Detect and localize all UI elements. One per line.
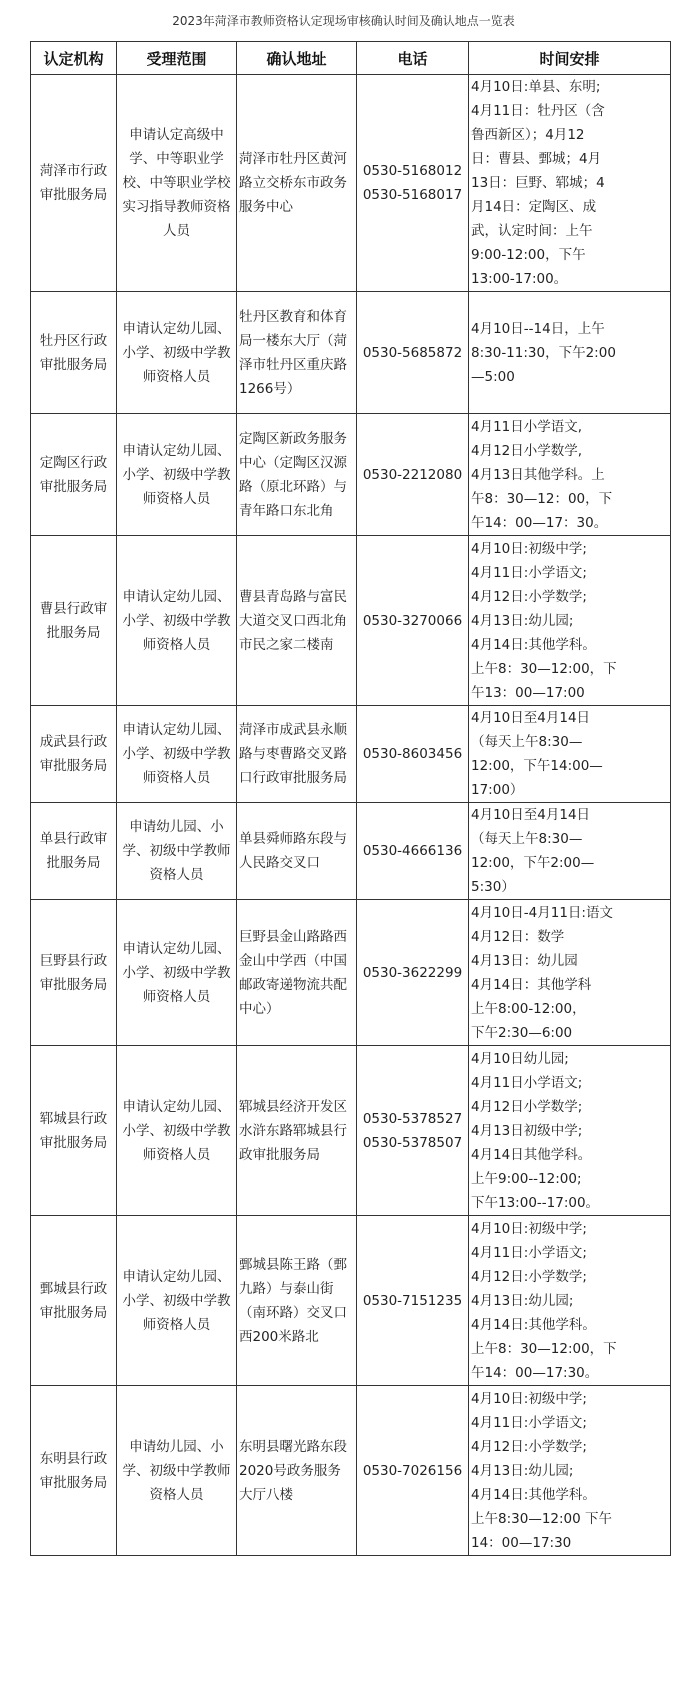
header-scope: 受理范围 bbox=[117, 42, 237, 75]
table-row bbox=[31, 900, 671, 1046]
address-line: 菏泽市成武县永顺 bbox=[239, 722, 347, 738]
schedule-line: 午14：00—17:30。 bbox=[471, 1364, 599, 1381]
address-cell bbox=[237, 900, 357, 1046]
address-cell bbox=[237, 1386, 357, 1556]
schedule-line: 14：00—17:30 bbox=[471, 1534, 572, 1551]
address-line: 牡丹区教育和体育 bbox=[239, 308, 347, 325]
scope-line: 师资格人员 bbox=[142, 368, 211, 385]
scope-cell bbox=[117, 900, 237, 1046]
schedule-line: 午13：00—17:00 bbox=[471, 684, 585, 701]
phone-line: 0530-5378527 bbox=[362, 1110, 463, 1127]
address-line: 泽市牡丹区重庆路 bbox=[239, 356, 347, 373]
schedule-line: 午14：00—17：30。 bbox=[471, 514, 608, 531]
scope-line: 师资格人员 bbox=[142, 636, 211, 653]
schedule-line: 13:00-17:00。 bbox=[471, 271, 568, 287]
address-line: 曹县青岛路与富民 bbox=[239, 588, 347, 605]
schedule-line: 12:00，下午14:00— bbox=[471, 758, 603, 774]
schedule-line: 午8：30—12：00，下 bbox=[471, 490, 613, 507]
phone-line: 0530-7151235 bbox=[362, 1292, 463, 1309]
scope-line: 人员 bbox=[163, 223, 190, 239]
org-cell bbox=[31, 1046, 117, 1216]
scope-line: 资格人员 bbox=[149, 867, 204, 883]
schedule-line: 4月13日:幼儿园; bbox=[471, 1292, 574, 1309]
schedule-line: 4月12日小学数学; bbox=[471, 1098, 583, 1115]
table-row bbox=[31, 1216, 671, 1386]
phone-cell bbox=[357, 414, 469, 536]
schedule-line: 4月13日其他学科。上 bbox=[471, 466, 605, 483]
table-row bbox=[31, 1046, 671, 1216]
org-cell bbox=[31, 292, 117, 414]
scope-line: 师资格人员 bbox=[142, 1146, 211, 1163]
header-address: 确认地址 bbox=[237, 42, 357, 75]
scope-line: 小学、初级中学教 bbox=[122, 612, 231, 629]
schedule-cell bbox=[469, 1046, 671, 1216]
scope-cell bbox=[117, 706, 237, 803]
schedule-line: 4月10日幼儿园; bbox=[471, 1050, 569, 1067]
address-line: 局一楼东大厅（菏 bbox=[239, 332, 347, 349]
schedule-line: 4月12日:小学数学; bbox=[471, 1268, 587, 1285]
org-line: 审批服务局 bbox=[39, 1134, 108, 1151]
address-line: 路立交桥东市政务 bbox=[239, 175, 347, 191]
address-line: 西200米路北 bbox=[239, 1328, 319, 1345]
schedule-line: 4月11日：牡丹区（含 bbox=[471, 103, 605, 119]
schedule-line: 17:00） bbox=[471, 782, 524, 798]
phone-line: 0530-2212080 bbox=[362, 466, 463, 483]
address-cell bbox=[237, 292, 357, 414]
address-cell bbox=[237, 706, 357, 803]
scope-line: 小学、初级中学教 bbox=[122, 1122, 231, 1139]
scope-line: 小学、初级中学教 bbox=[122, 964, 231, 981]
phone-line: 0530-3270066 bbox=[362, 612, 463, 629]
address-line: 水浒东路郓城县行 bbox=[239, 1122, 347, 1139]
header-phone: 电话 bbox=[357, 42, 469, 75]
table-row bbox=[31, 803, 671, 900]
scope-line: 师资格人员 bbox=[142, 988, 211, 1005]
schedule-cell bbox=[469, 414, 671, 536]
schedule-cell bbox=[469, 536, 671, 706]
phone-line: 0530-5378507 bbox=[362, 1134, 463, 1151]
org-cell bbox=[31, 900, 117, 1046]
schedule-line: 武，认定时间：上午 bbox=[471, 223, 593, 239]
schedule-line: 4月11日小学语文; bbox=[471, 1074, 583, 1091]
scope-cell bbox=[117, 1216, 237, 1386]
scope-line: 师资格人员 bbox=[142, 490, 211, 507]
schedule-line: 8:30-11:30，下午2:00 bbox=[471, 344, 616, 361]
schedule-line: 4月11日:小学语文; bbox=[471, 1414, 587, 1431]
phone-cell bbox=[357, 1046, 469, 1216]
address-line: 邮政寄递物流共配 bbox=[239, 976, 347, 993]
org-cell bbox=[31, 536, 117, 706]
schedule-line: 下午13:00--17:00。 bbox=[471, 1194, 600, 1211]
schedule-line: 4月12日小学数学, bbox=[471, 442, 583, 459]
address-line: 九路）与泰山街 bbox=[239, 1280, 334, 1297]
schedule-line: 4月14日:其他学科。 bbox=[471, 1486, 596, 1503]
org-line: 审批服务局 bbox=[39, 1474, 108, 1491]
schedule-cell bbox=[469, 803, 671, 900]
table-row bbox=[31, 536, 671, 706]
schedule-line: 上午8：30—12:00，下 bbox=[471, 660, 617, 677]
phone-line: 0530-4666136 bbox=[362, 843, 463, 859]
scope-cell bbox=[117, 1386, 237, 1556]
schedule-cell bbox=[469, 292, 671, 414]
schedule-line: 4月12日:小学数学; bbox=[471, 1438, 587, 1455]
org-line: 审批服务局 bbox=[39, 976, 108, 993]
address-line: 大厅八楼 bbox=[239, 1486, 293, 1503]
schedule-line: （每天上午8:30— bbox=[471, 831, 583, 847]
schedule-line: 9:00-12:00，下午 bbox=[471, 247, 586, 263]
org-cell bbox=[31, 1216, 117, 1386]
phone-cell bbox=[357, 536, 469, 706]
address-line: 服务中心 bbox=[239, 199, 293, 215]
table-row bbox=[31, 414, 671, 536]
address-line: 2020号政务服务 bbox=[239, 1462, 341, 1479]
address-line: 金山中学西（中国 bbox=[239, 952, 347, 969]
address-line: 菏泽市牡丹区黄河 bbox=[239, 151, 347, 167]
scope-line: 申请认定幼儿园、 bbox=[122, 442, 231, 459]
schedule-line: 月14日：定陶区、成 bbox=[471, 199, 597, 215]
schedule-line: 13日：巨野、郓城；4 bbox=[471, 175, 605, 191]
org-cell bbox=[31, 1386, 117, 1556]
schedule-line: 4月10日至4月14日 bbox=[471, 710, 591, 726]
org-line: 曹县行政审 bbox=[39, 600, 108, 617]
scope-line: 师资格人员 bbox=[142, 770, 211, 786]
org-line: 审批服务局 bbox=[39, 1304, 108, 1321]
org-cell bbox=[31, 803, 117, 900]
scope-cell bbox=[117, 803, 237, 900]
phone-line: 0530-5685872 bbox=[362, 344, 463, 361]
phone-line: 0530-8603456 bbox=[362, 746, 463, 762]
address-cell bbox=[237, 1046, 357, 1216]
schedule-cell bbox=[469, 1386, 671, 1556]
schedule-line: —5:00 bbox=[471, 368, 515, 385]
scope-line: 申请认定幼儿园、 bbox=[122, 588, 231, 605]
schedule-line: 4月11日:小学语文; bbox=[471, 564, 587, 581]
schedule-line: 4月11日:小学语文; bbox=[471, 1244, 587, 1261]
schedule-line: 上午9:00--12:00; bbox=[471, 1170, 582, 1187]
org-line: 审批服务局 bbox=[39, 187, 108, 203]
org-line: 鄄城县行政 bbox=[39, 1280, 108, 1297]
org-line: 巨野县行政 bbox=[39, 952, 108, 969]
schedule-line: （每天上午8:30— bbox=[471, 734, 583, 750]
schedule-line: 4月10日--14日，上午 bbox=[471, 320, 605, 337]
table-row bbox=[31, 75, 671, 292]
table-row bbox=[31, 292, 671, 414]
org-line: 菏泽市行政 bbox=[39, 163, 108, 179]
address-line: 定陶区新政务服务 bbox=[239, 430, 347, 447]
schedule-line: 下午2:30—6:00 bbox=[471, 1024, 573, 1041]
scope-line: 申请认定幼儿园、 bbox=[122, 1268, 231, 1285]
address-line: 口行政审批服务局 bbox=[239, 770, 347, 786]
address-line: 政审批服务局 bbox=[239, 1146, 320, 1163]
schedule-line: 4月11日小学语文, bbox=[471, 418, 583, 435]
table-body bbox=[31, 75, 671, 1556]
address-cell bbox=[237, 75, 357, 292]
address-line: 东明县曙光路东段 bbox=[239, 1438, 347, 1455]
org-line: 成武县行政 bbox=[39, 734, 108, 750]
address-cell bbox=[237, 414, 357, 536]
org-line: 郓城县行政 bbox=[39, 1110, 108, 1127]
schedule-line: 4月13日：幼儿园 bbox=[471, 952, 578, 969]
address-line: 大道交叉口西北角 bbox=[239, 612, 347, 629]
address-line: 青年路口东北角 bbox=[239, 502, 334, 519]
phone-line: 0530-3622299 bbox=[362, 964, 463, 981]
header-schedule: 时间安排 bbox=[469, 42, 671, 75]
phone-cell bbox=[357, 803, 469, 900]
org-line: 东明县行政 bbox=[39, 1450, 108, 1467]
phone-line: 0530-7026156 bbox=[362, 1462, 463, 1479]
scope-line: 学、中等职业学 bbox=[129, 151, 224, 167]
org-line: 批服务局 bbox=[46, 624, 101, 641]
schedule-line: 4月10日:初级中学; bbox=[471, 1390, 587, 1407]
schedule-line: 上午8:30—12:00 下午 bbox=[471, 1510, 613, 1527]
phone-cell bbox=[357, 900, 469, 1046]
org-line: 定陶区行政 bbox=[39, 454, 108, 471]
address-line: 巨野县金山路路西 bbox=[239, 928, 347, 945]
scope-line: 申请认定幼儿园、 bbox=[122, 940, 231, 957]
scope-line: 小学、初级中学教 bbox=[122, 746, 231, 762]
scope-line: 小学、初级中学教 bbox=[122, 466, 231, 483]
address-line: 单县舜师路东段与 bbox=[239, 831, 347, 847]
address-line: 郓城县经济开发区 bbox=[239, 1098, 347, 1115]
phone-cell bbox=[357, 75, 469, 292]
phone-cell bbox=[357, 1386, 469, 1556]
schedule-cell bbox=[469, 706, 671, 803]
schedule-line: 4月14日：其他学科 bbox=[471, 976, 592, 993]
org-cell bbox=[31, 414, 117, 536]
org-line: 单县行政审 bbox=[39, 831, 108, 847]
org-line: 审批服务局 bbox=[39, 356, 108, 373]
address-line: 路（原北环路）与 bbox=[239, 478, 347, 495]
phone-cell bbox=[357, 292, 469, 414]
schedule-line: 4月10日至4月14日 bbox=[471, 807, 591, 823]
table-row bbox=[31, 706, 671, 803]
scope-line: 申请幼儿园、小 bbox=[129, 819, 224, 835]
scope-line: 校、中等职业学校 bbox=[122, 175, 231, 191]
schedule-line: 4月14日:其他学科。 bbox=[471, 636, 596, 653]
scope-line: 资格人员 bbox=[149, 1486, 204, 1503]
scope-cell bbox=[117, 536, 237, 706]
address-line: 中心（定陶区汉源 bbox=[239, 454, 347, 471]
scope-line: 申请认定幼儿园、 bbox=[122, 1098, 231, 1115]
schedule-cell bbox=[469, 75, 671, 292]
scope-line: 师资格人员 bbox=[142, 1316, 211, 1333]
scope-cell bbox=[117, 1046, 237, 1216]
scope-line: 学、初级中学教师 bbox=[122, 843, 231, 859]
scope-cell bbox=[117, 414, 237, 536]
schedule-line: 5:30） bbox=[471, 879, 515, 895]
scope-cell bbox=[117, 75, 237, 292]
scope-line: 小学、初级中学教 bbox=[122, 344, 231, 361]
address-line: （南环路）交叉口 bbox=[239, 1304, 347, 1321]
table-title: 2023年菏泽市教师资格认定现场审核确认时间及确认地点一览表 bbox=[172, 14, 515, 28]
schedule-cell bbox=[469, 1216, 671, 1386]
org-cell bbox=[31, 75, 117, 292]
address-line: 鄄城县陈王路（鄄 bbox=[239, 1256, 347, 1273]
scope-line: 申请认定幼儿园、 bbox=[122, 722, 231, 738]
address-line: 市民之家二楼南 bbox=[239, 636, 334, 653]
schedule-line: 4月13日:幼儿园; bbox=[471, 1462, 574, 1479]
header-org: 认定机构 bbox=[31, 42, 117, 75]
schedule-cell bbox=[469, 900, 671, 1046]
schedule-line: 上午8：30—12:00，下 bbox=[471, 1340, 617, 1357]
scope-line: 实习指导教师资格 bbox=[122, 199, 231, 215]
org-line: 审批服务局 bbox=[39, 478, 108, 495]
schedule-line: 鲁西新区）；4月12 bbox=[471, 127, 585, 143]
schedule-line: 4月13日初级中学; bbox=[471, 1122, 583, 1139]
schedule-line: 4月10日-4月11日:语文 bbox=[471, 904, 613, 921]
scope-line: 小学、初级中学教 bbox=[122, 1292, 231, 1309]
schedule-line: 12:00，下午2:00— bbox=[471, 855, 595, 871]
schedule-line: 4月12日:小学数学; bbox=[471, 588, 587, 605]
phone-cell bbox=[357, 1216, 469, 1386]
schedule-line: 4月14日:其他学科。 bbox=[471, 1316, 596, 1333]
schedule-line: 上午8:00-12:00， bbox=[471, 1000, 586, 1017]
org-line: 牡丹区行政 bbox=[39, 332, 108, 349]
org-cell bbox=[31, 706, 117, 803]
schedule-line: 4月10日:初级中学; bbox=[471, 540, 587, 557]
address-cell bbox=[237, 803, 357, 900]
org-line: 批服务局 bbox=[46, 855, 101, 871]
scope-cell bbox=[117, 292, 237, 414]
address-cell bbox=[237, 536, 357, 706]
scope-line: 学、初级中学教师 bbox=[122, 1462, 231, 1479]
schedule-line: 4月10日:初级中学; bbox=[471, 1220, 587, 1237]
certification-schedule-table bbox=[30, 41, 671, 1556]
scope-line: 申请认定高级中 bbox=[129, 127, 224, 143]
schedule-line: 4月10日:单县、东明; bbox=[471, 79, 601, 95]
address-line: 中心） bbox=[239, 1000, 280, 1017]
schedule-line: 日：曹县、鄄城；4月 bbox=[471, 151, 602, 167]
address-line: 人民路交叉口 bbox=[239, 855, 320, 871]
header-row bbox=[31, 42, 671, 75]
address-cell bbox=[237, 1216, 357, 1386]
phone-line: 0530-5168012 bbox=[362, 163, 463, 179]
org-line: 审批服务局 bbox=[39, 758, 108, 774]
phone-line: 0530-5168017 bbox=[362, 187, 463, 203]
schedule-line: 4月12日：数学 bbox=[471, 928, 565, 945]
address-line: 路与枣曹路交叉路 bbox=[239, 746, 347, 762]
table-row bbox=[31, 1386, 671, 1556]
scope-line: 申请幼儿园、小 bbox=[129, 1438, 224, 1455]
schedule-line: 4月14日其他学科。 bbox=[471, 1146, 592, 1163]
schedule-line: 4月13日:幼儿园; bbox=[471, 612, 574, 629]
scope-line: 申请认定幼儿园、 bbox=[122, 320, 231, 337]
phone-cell bbox=[357, 706, 469, 803]
address-line: 1266号） bbox=[239, 380, 301, 397]
